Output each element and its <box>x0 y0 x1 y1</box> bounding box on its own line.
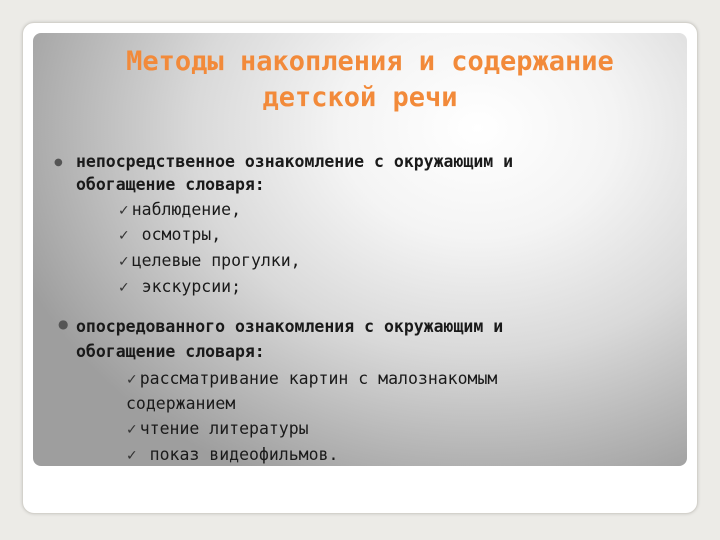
list-item: ✓ целевые прогулки, <box>118 251 301 270</box>
list-item: ✓ показ видеофильмов. <box>126 445 339 464</box>
bullet-icon: ● <box>58 317 69 331</box>
section2-line2: обогащение словаря: <box>76 342 265 361</box>
list-item: ✓ рассматривание картин с малознакомым <box>126 369 498 388</box>
section1-line1: непосредственное ознакомление с окружающим и <box>76 152 514 171</box>
checkmark-icon: ✓ <box>126 422 138 438</box>
checkmark-icon: ✓ <box>118 280 130 296</box>
section1-line2: обогащение словаря: <box>76 175 265 194</box>
checkmark-icon: ✓ <box>126 448 138 464</box>
list-item-continuation: содержанием <box>126 394 236 413</box>
title-line-2: детской речи <box>262 82 458 113</box>
list-item: ✓ наблюдение, <box>118 200 242 219</box>
checkmark-icon: ✓ <box>126 372 138 388</box>
section2-line1: опосредованного ознакомления с окружающим и <box>76 317 504 336</box>
checkmark-icon: ✓ <box>118 254 130 270</box>
list-item: ✓ осмотры, <box>118 225 222 244</box>
bullet-icon: ● <box>54 157 63 168</box>
list-item: ✓ чтение литературы <box>126 419 309 438</box>
checkmark-icon: ✓ <box>118 203 130 219</box>
checkmark-icon: ✓ <box>118 228 130 244</box>
title-line-1: Методы накопления и содержание <box>126 46 614 77</box>
list-item: ✓ экскурсии; <box>118 277 242 296</box>
